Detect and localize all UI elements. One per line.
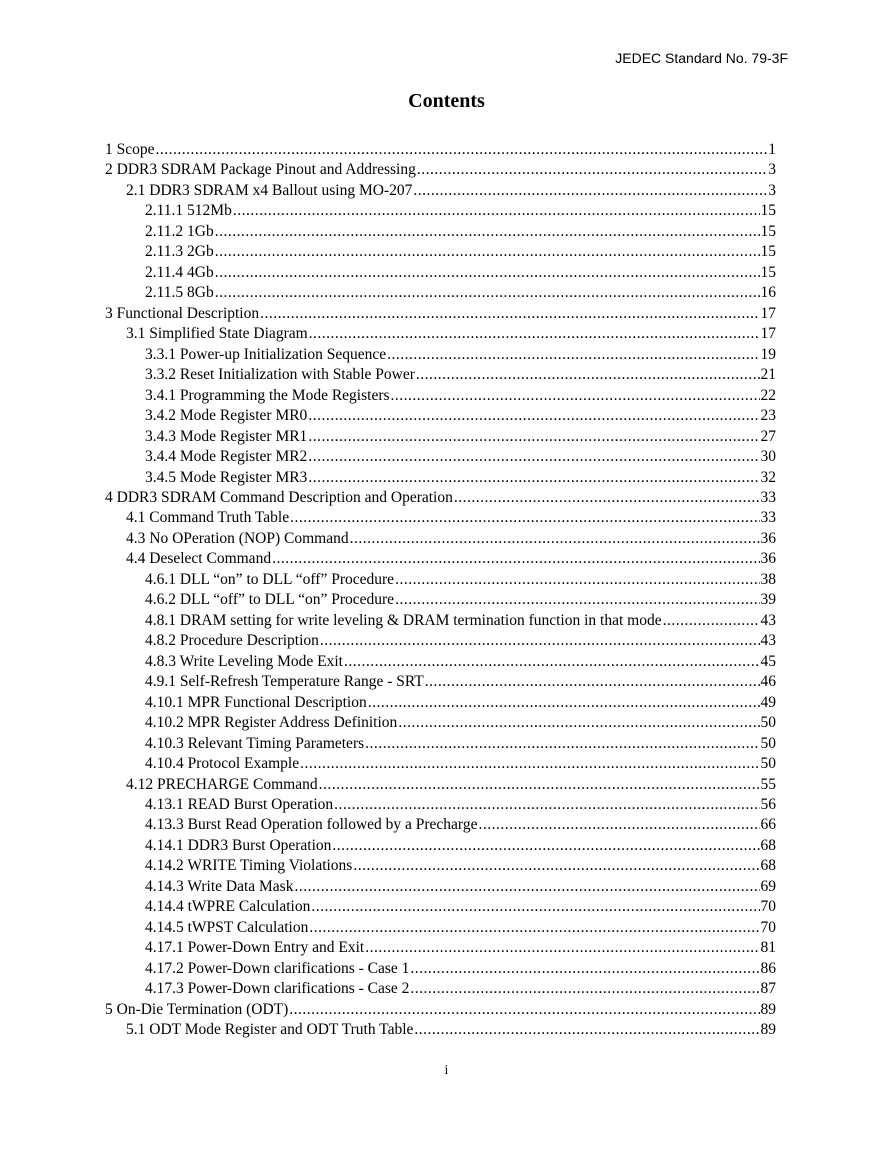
toc-entry-page: 50 bbox=[760, 734, 776, 752]
toc-entry-title: 4.9.1 Self-Refresh Temperature Range - SRT bbox=[145, 673, 424, 691]
toc-entry-title: 2 DDR3 SDRAM Package Pinout and Addressing bbox=[105, 161, 416, 179]
toc-entry-page: 49 bbox=[760, 693, 776, 711]
toc-entry-title: 4.6.2 DLL “off” to DLL “on” Procedure bbox=[145, 591, 395, 609]
toc-entry-title: 3.3.2 Reset Initialization with Stable Power bbox=[145, 366, 415, 384]
toc-entry-page: 50 bbox=[760, 714, 776, 732]
toc-entry-title: 3.4.3 Mode Register MR1 bbox=[145, 427, 308, 445]
toc-entry-page: 66 bbox=[760, 816, 776, 834]
table-of-contents bbox=[105, 140, 776, 1041]
toc-entry[interactable] bbox=[105, 775, 776, 795]
toc-entry-page: 55 bbox=[760, 775, 776, 793]
page-title: Contents bbox=[408, 90, 485, 112]
toc-dot-leader bbox=[156, 140, 768, 160]
toc-entry[interactable] bbox=[105, 959, 776, 979]
toc-dot-leader bbox=[300, 754, 759, 774]
toc-entry-page: 89 bbox=[760, 1000, 776, 1018]
toc-entry-page: 17 bbox=[760, 304, 776, 322]
toc-entry-title: 2.11.2 1Gb bbox=[145, 222, 214, 240]
toc-entry-page: 32 bbox=[760, 468, 776, 486]
toc-entry-title: 5 On-Die Termination (ODT) bbox=[105, 1000, 289, 1018]
toc-dot-leader bbox=[308, 406, 759, 426]
toc-dot-leader bbox=[395, 570, 759, 590]
toc-entry[interactable] bbox=[105, 222, 776, 242]
toc-entry-title: 4.10.3 Relevant Timing Parameters bbox=[145, 734, 365, 752]
toc-entry[interactable] bbox=[105, 181, 776, 201]
toc-entry-page: 43 bbox=[760, 632, 776, 650]
toc-entry-page: 89 bbox=[760, 1021, 776, 1039]
toc-entry[interactable] bbox=[105, 201, 776, 221]
toc-entry[interactable] bbox=[105, 713, 776, 733]
toc-entry-page: 3 bbox=[768, 161, 776, 179]
toc-entry[interactable] bbox=[105, 1020, 776, 1040]
toc-entry[interactable] bbox=[105, 304, 776, 324]
toc-dot-leader bbox=[398, 713, 759, 733]
toc-entry-title: 4.10.1 MPR Functional Description bbox=[145, 693, 367, 711]
toc-dot-leader bbox=[272, 549, 759, 569]
toc-entry-title: 3.4.4 Mode Register MR2 bbox=[145, 448, 308, 466]
toc-entry-title: 2.11.5 8Gb bbox=[145, 284, 214, 302]
toc-entry-page: 22 bbox=[760, 386, 776, 404]
toc-entry[interactable] bbox=[105, 345, 776, 365]
toc-entry-page: 15 bbox=[760, 202, 776, 220]
toc-entry-title: 4.8.2 Procedure Description bbox=[145, 632, 319, 650]
toc-entry-page: 23 bbox=[760, 407, 776, 425]
toc-dot-leader bbox=[289, 1000, 759, 1020]
toc-entry-page: 36 bbox=[760, 529, 776, 547]
toc-entry[interactable] bbox=[105, 734, 776, 754]
toc-entry[interactable] bbox=[105, 447, 776, 467]
toc-entry-title: 4.14.1 DDR3 Burst Operation bbox=[145, 836, 332, 854]
toc-dot-leader bbox=[215, 283, 760, 303]
toc-entry-title: 4.17.3 Power-Down clarifications - Case 2 bbox=[145, 980, 410, 998]
toc-entry[interactable] bbox=[105, 365, 776, 385]
toc-entry-title: 1 Scope bbox=[105, 141, 155, 158]
toc-dot-leader bbox=[391, 386, 760, 406]
toc-entry-page: 33 bbox=[760, 488, 776, 506]
toc-entry-title: 4.4 Deselect Command bbox=[126, 550, 272, 568]
toc-dot-leader bbox=[353, 856, 759, 876]
toc-dot-leader bbox=[365, 734, 759, 754]
toc-entry[interactable] bbox=[105, 877, 776, 897]
toc-entry-title: 3.4.5 Mode Register MR3 bbox=[145, 468, 308, 486]
page-header: JEDEC Standard No. 79-3F bbox=[615, 50, 788, 66]
toc-entry-page: 69 bbox=[760, 877, 776, 895]
toc-dot-leader bbox=[417, 160, 767, 180]
toc-entry-page: 68 bbox=[760, 836, 776, 854]
toc-entry[interactable] bbox=[105, 836, 776, 856]
toc-dot-leader bbox=[454, 488, 760, 508]
toc-dot-leader bbox=[308, 468, 759, 488]
toc-entry-page: 45 bbox=[760, 652, 776, 670]
toc-entry-page: 27 bbox=[760, 427, 776, 445]
toc-entry-page: 70 bbox=[760, 918, 776, 936]
toc-entry-page: 15 bbox=[760, 243, 776, 261]
toc-entry[interactable] bbox=[105, 693, 776, 713]
toc-dot-leader bbox=[478, 815, 759, 835]
toc-dot-leader bbox=[387, 345, 759, 365]
toc-entry[interactable] bbox=[105, 242, 776, 262]
toc-dot-leader bbox=[215, 222, 760, 242]
toc-entry-page: 15 bbox=[760, 263, 776, 281]
toc-entry-page: 1 bbox=[768, 141, 776, 158]
toc-entry[interactable] bbox=[105, 160, 776, 180]
toc-dot-leader bbox=[215, 242, 760, 262]
toc-entry[interactable] bbox=[105, 549, 776, 569]
toc-entry[interactable] bbox=[105, 570, 776, 590]
toc-entry[interactable] bbox=[105, 590, 776, 610]
toc-entry-title: 4.8.1 DRAM setting for write leveling & DRAM termination function in that mode bbox=[145, 611, 662, 629]
toc-entry-page: 17 bbox=[760, 325, 776, 343]
toc-dot-leader bbox=[410, 959, 759, 979]
toc-entry-title: 4.14.2 WRITE Timing Violations bbox=[145, 857, 353, 875]
toc-entry-page: 46 bbox=[760, 673, 776, 691]
toc-dot-leader bbox=[410, 979, 759, 999]
toc-entry[interactable] bbox=[105, 754, 776, 774]
toc-dot-leader bbox=[395, 590, 759, 610]
toc-dot-leader bbox=[344, 652, 760, 672]
toc-dot-leader bbox=[365, 938, 759, 958]
toc-entry-title: 4.3 No OPeration (NOP) Command bbox=[126, 529, 349, 547]
toc-entry-page: 43 bbox=[760, 611, 776, 629]
toc-entry-page: 36 bbox=[760, 550, 776, 568]
toc-dot-leader bbox=[368, 693, 760, 713]
toc-entry-page: 19 bbox=[760, 345, 776, 363]
toc-entry-title: 4.17.1 Power-Down Entry and Exit bbox=[145, 939, 365, 957]
toc-entry[interactable] bbox=[105, 468, 776, 488]
toc-entry-title: 2.11.3 2Gb bbox=[145, 243, 214, 261]
toc-dot-leader bbox=[320, 631, 760, 651]
toc-entry[interactable] bbox=[105, 427, 776, 447]
toc-entry-title: 4.8.3 Write Leveling Mode Exit bbox=[145, 652, 343, 670]
toc-dot-leader bbox=[308, 447, 759, 467]
toc-entry-page: 70 bbox=[760, 898, 776, 916]
toc-entry-title: 4.10.4 Protocol Example bbox=[145, 755, 300, 773]
toc-entry-page: 15 bbox=[760, 222, 776, 240]
toc-entry-title: 4.17.2 Power-Down clarifications - Case 1 bbox=[145, 959, 410, 977]
toc-entry[interactable] bbox=[105, 938, 776, 958]
toc-dot-leader bbox=[308, 427, 759, 447]
toc-dot-leader bbox=[663, 611, 760, 631]
toc-entry[interactable] bbox=[105, 979, 776, 999]
toc-entry-page: 68 bbox=[760, 857, 776, 875]
toc-entry[interactable] bbox=[105, 795, 776, 815]
toc-dot-leader bbox=[319, 775, 760, 795]
toc-entry-page: 86 bbox=[760, 959, 776, 977]
toc-entry[interactable] bbox=[105, 529, 776, 549]
toc-entry-title: 2.11.4 4Gb bbox=[145, 263, 214, 281]
toc-entry[interactable] bbox=[105, 488, 776, 508]
toc-dot-leader bbox=[332, 836, 759, 856]
toc-entry-title: 4.12 PRECHARGE Command bbox=[126, 775, 318, 793]
toc-entry-title: 2.11.1 512Mb bbox=[145, 202, 232, 220]
toc-entry[interactable] bbox=[105, 652, 776, 672]
toc-entry-title: 4 DDR3 SDRAM Command Description and Operation bbox=[105, 488, 453, 506]
toc-entry-title: 4.14.3 Write Data Mask bbox=[145, 877, 294, 895]
toc-entry[interactable] bbox=[105, 856, 776, 876]
toc-entry-title: 4.10.2 MPR Register Address Definition bbox=[145, 714, 398, 732]
toc-dot-leader bbox=[414, 1020, 759, 1040]
toc-entry-page: 50 bbox=[760, 755, 776, 773]
toc-dot-leader bbox=[425, 672, 760, 692]
toc-entry[interactable] bbox=[105, 508, 776, 528]
toc-entry[interactable] bbox=[105, 324, 776, 344]
toc-entry-title: 3.4.2 Mode Register MR0 bbox=[145, 407, 308, 425]
toc-dot-leader bbox=[260, 304, 759, 324]
page-number: i bbox=[444, 1063, 449, 1078]
toc-entry-page: 39 bbox=[760, 591, 776, 609]
toc-entry[interactable] bbox=[105, 815, 776, 835]
toc-entry-page: 56 bbox=[760, 796, 776, 813]
toc-dot-leader bbox=[350, 529, 760, 549]
toc-entry-title: 4.14.5 tWPST Calculation bbox=[145, 918, 309, 936]
toc-dot-leader bbox=[311, 897, 759, 917]
toc-entry[interactable] bbox=[105, 140, 776, 160]
toc-entry-page: 33 bbox=[760, 509, 776, 527]
toc-dot-leader bbox=[416, 365, 760, 385]
toc-entry[interactable] bbox=[105, 283, 776, 303]
toc-entry[interactable] bbox=[105, 631, 776, 651]
toc-entry-title: 5.1 ODT Mode Register and ODT Truth Table bbox=[126, 1021, 414, 1039]
toc-entry[interactable] bbox=[105, 1000, 776, 1020]
toc-entry[interactable] bbox=[105, 897, 776, 917]
toc-entry-title: 4.6.1 DLL “on” to DLL “off” Procedure bbox=[145, 570, 395, 588]
toc-dot-leader bbox=[294, 877, 759, 897]
toc-entry-title: 4.13.3 Burst Read Operation followed by a Precharge bbox=[145, 816, 478, 834]
toc-entry[interactable] bbox=[105, 918, 776, 938]
toc-entry-title: 4.14.4 tWPRE Calculation bbox=[145, 898, 311, 916]
toc-dot-leader bbox=[309, 918, 759, 938]
toc-entry-title: 4.13.1 READ Burst Operation bbox=[145, 796, 334, 813]
toc-entry-page: 16 bbox=[760, 284, 776, 302]
toc-entry-page: 38 bbox=[760, 570, 776, 588]
toc-dot-leader bbox=[233, 201, 760, 221]
toc-entry[interactable] bbox=[105, 611, 776, 631]
toc-entry-page: 21 bbox=[760, 366, 776, 384]
toc-entry-title: 3.4.1 Programming the Mode Registers bbox=[145, 386, 390, 404]
toc-entry-page: 3 bbox=[768, 181, 776, 199]
toc-dot-leader bbox=[334, 795, 759, 815]
toc-entry-title: 3.1 Simplified State Diagram bbox=[126, 325, 308, 343]
toc-dot-leader bbox=[215, 263, 760, 283]
toc-entry-page: 87 bbox=[760, 980, 776, 998]
toc-entry[interactable] bbox=[105, 386, 776, 406]
toc-entry[interactable] bbox=[105, 672, 776, 692]
toc-entry-title: 3.3.1 Power-up Initialization Sequence bbox=[145, 345, 387, 363]
toc-entry-page: 30 bbox=[760, 448, 776, 466]
toc-entry-title: 2.1 DDR3 SDRAM x4 Ballout using MO-207 bbox=[126, 181, 413, 199]
toc-entry-title: 3 Functional Description bbox=[105, 304, 260, 322]
toc-entry[interactable] bbox=[105, 263, 776, 283]
toc-dot-leader bbox=[309, 324, 760, 344]
toc-dot-leader bbox=[413, 181, 767, 201]
toc-entry[interactable] bbox=[105, 406, 776, 426]
toc-dot-leader bbox=[290, 508, 759, 528]
toc-entry-title: 4.1 Command Truth Table bbox=[126, 509, 290, 527]
toc-entry-page: 81 bbox=[760, 939, 776, 957]
